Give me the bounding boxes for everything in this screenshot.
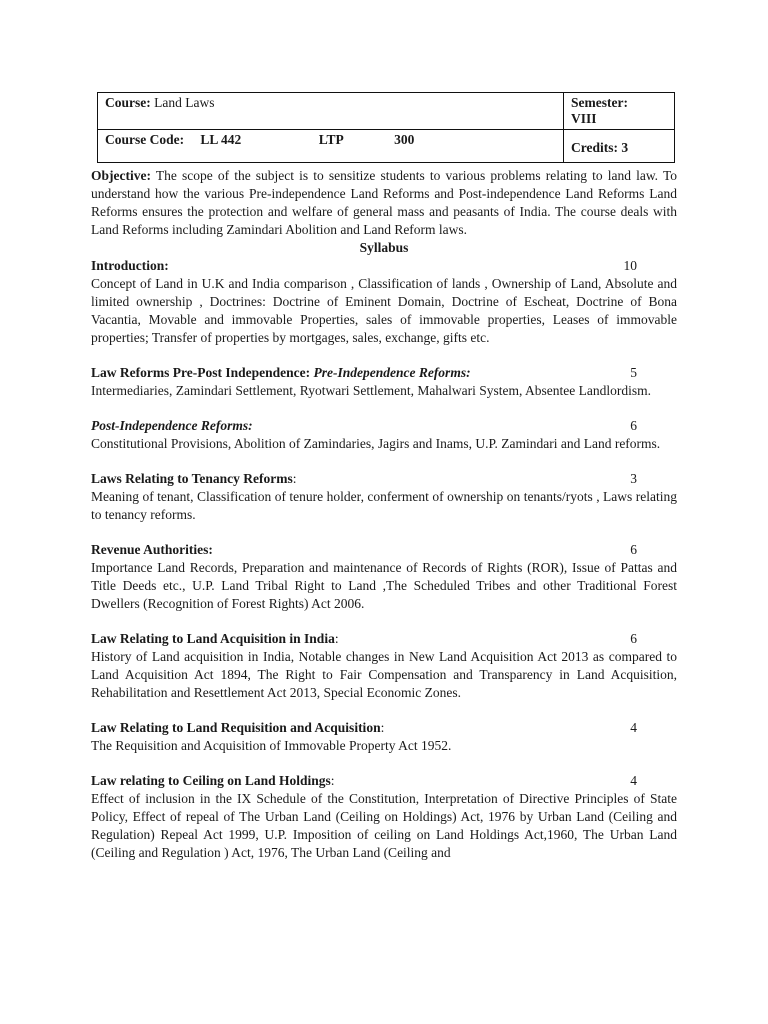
- section-hours: 4: [630, 773, 637, 788]
- section-heading: [91, 630, 677, 648]
- section-title: Post-Independence Reforms:: [91, 418, 253, 433]
- section-body: Importance Land Records, Preparation and maintenance of Records of Rights (ROR), Issue of Pattas and Title Deeds etc., U.P. Land Tribal Right to Land ,The Scheduled Tribes and other Traditional Forest Dwellers (Recognition of Forest Rights) Act 2006.: [91, 560, 677, 611]
- section-title: Revenue Authorities:: [91, 542, 213, 557]
- semester-value: VIII: [571, 111, 597, 126]
- section-heading: [91, 719, 677, 737]
- section-title: Law Relating to Land Acquisition in India: [91, 631, 335, 646]
- course-label: Course:: [105, 95, 151, 110]
- section-title: Laws Relating to Tenancy Reforms: [91, 471, 293, 486]
- section-hours: 10: [623, 258, 637, 273]
- section-heading: [91, 364, 677, 382]
- course-code-cell: [98, 130, 564, 163]
- syllabus-heading: Syllabus: [359, 240, 409, 255]
- section-body: Effect of inclusion in the IX Schedule of the Constitution, Interpretation of Directive Principles of State Policy, Effect of repeal of The Urban Land (Ceiling on Holdings) Act, 1976 by Urban Land (Ceiling and Regulation) Repeal Act 1999, U.P. Imposition of ceiling on Land Holdings Act,1960, The Urban Land (Ceiling and Regulation ) Act, 1976, The Urban Land (Ceiling and: [91, 791, 677, 860]
- section-hours: 3: [630, 471, 637, 486]
- section-hours: 4: [630, 720, 637, 735]
- ltp-label: LTP: [318, 132, 344, 147]
- credits-label: Credits: 3: [571, 140, 629, 155]
- objective-label: Objective:: [91, 168, 151, 183]
- course-code-label: Course Code:: [105, 132, 185, 147]
- section-heading: [91, 257, 677, 275]
- section-hours: 6: [630, 631, 637, 646]
- section-title-suffix: :: [330, 773, 335, 788]
- section-body: Meaning of tenant, Classification of tenure holder, conferment of ownership on tenants/ryots , Laws relating to tenancy reforms.: [91, 489, 677, 522]
- objective-text: The scope of the subject is to sensitize students to various problems relating to land law. To understand how the various Pre-independence Land Reforms and Post-independence Land Reforms Land Reforms ensures the protection and welfare of general mass and peasants of India. The course deals with Land Reforms including Zamindari Abolition and Land Reform laws.: [91, 168, 677, 237]
- section-hours: 5: [630, 365, 637, 380]
- document-page: [91, 92, 677, 862]
- section-title-suffix: :: [334, 631, 339, 646]
- section-heading: [91, 541, 677, 559]
- section-subtitle: Pre-Independence Reforms:: [310, 365, 471, 380]
- section-title: Law relating to Ceiling on Land Holdings: [91, 773, 331, 788]
- section-title: Law Reforms Pre-Post Independence:: [91, 365, 311, 380]
- credits-cell: [564, 130, 675, 163]
- section-title-suffix: :: [292, 471, 297, 486]
- section-body: Concept of Land in U.K and India comparison , Classification of lands , Ownership of Land, Absolute and limited ownership , Doctrines: Doctrine of Eminent Domain, Doctrine of Escheat, Doctrine of Bona Vacantia, Movable and immovable Properties, sales of immovable properties, Leases of immovable properties; Transfer of properties by mortgages, sales, exchange, gifts etc.: [91, 276, 677, 345]
- course-code-value: LL 442: [200, 132, 242, 147]
- ltp-value: 300: [394, 132, 415, 147]
- course-value: Land Laws: [154, 95, 215, 110]
- section-title: Law Relating to Land Requisition and Acquisition: [91, 720, 381, 735]
- semester-label: Semester:: [571, 95, 628, 110]
- objective-paragraph: [91, 167, 677, 239]
- section-body: Constitutional Provisions, Abolition of Zamindaries, Jagirs and Inams, U.P. Zamindari and Land reforms.: [91, 436, 661, 451]
- syllabus-body: [91, 167, 677, 862]
- section-title-suffix: :: [380, 720, 385, 735]
- section-body: History of Land acquisition in India, Notable changes in New Land Acquisition Act 2013 as compared to Land Acquisition Act 1894, The Right to Fair Compensation and Transparency in Land Acquisition, Rehabilitation and Resettlement Act 2013, Special Economic Zones.: [91, 649, 677, 700]
- section-hours: 6: [630, 418, 637, 433]
- section-body: The Requisition and Acquisition of Immovable Property Act 1952.: [91, 738, 452, 753]
- section-body: Intermediaries, Zamindari Settlement, Ryotwari Settlement, Mahalwari System, Absentee Landlordism.: [91, 383, 651, 398]
- section-hours: 6: [630, 542, 637, 557]
- course-cell: [98, 93, 564, 130]
- section-heading: [91, 772, 677, 790]
- course-info-table: [97, 92, 675, 163]
- semester-cell: [564, 93, 675, 130]
- section-heading: [91, 417, 677, 435]
- section-heading: [91, 470, 677, 488]
- section-title: Introduction:: [91, 258, 169, 273]
